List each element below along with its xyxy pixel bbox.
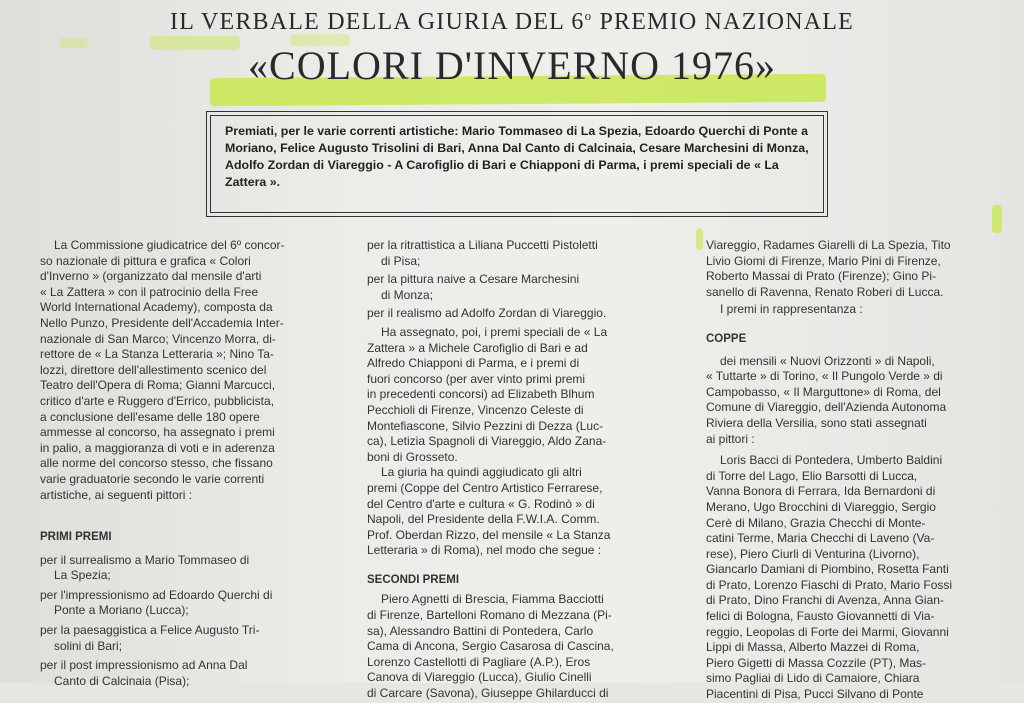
text-line: « Tuttarte » di Torino, « Il Pungolo Verde » di <box>706 369 943 384</box>
text-line: Viareggio, Radames Giarelli di La Spezia, Tito <box>706 238 951 252</box>
text-line: reggio, Leopolas di Forte dei Marmi, Giovanni <box>706 624 949 639</box>
summary-line: Dal Canto di Calcinaia, Cesare Marchesini di Monza, Adolfo Zordan di <box>225 141 809 172</box>
paragraph-pittori-list <box>706 453 1002 703</box>
text-line: di Firenze, Bartelloni Romano di Mezzana (Pi- <box>367 608 612 623</box>
text-line: Pecchioli di Firenze, Vincenzo Celeste di <box>367 402 584 417</box>
article-column-1 <box>40 238 330 689</box>
paragraph-altri-premi <box>367 465 667 559</box>
highlighter-mark <box>992 205 1002 233</box>
text-line: dei mensili « Nuovi Orizzonti » di Napoli, <box>720 353 935 368</box>
paragraph-premi-speciali <box>367 325 667 465</box>
text-line: felici di Bologna, Fausto Giovannetti di Via- <box>706 609 935 624</box>
text-line: fuori concorso (per aver vinto primi premi <box>367 371 586 386</box>
text-line: Merano, Ugo Brocchini di Viareggio, Sergio <box>706 499 936 514</box>
text-line: rese), Piero Ciurli di Venturina (Livorno), <box>706 546 920 561</box>
text-line: alle norme del concorso stesso, che fissano <box>40 456 273 471</box>
text-line: Piacentini di Pisa, Pucci Silvano di Ponte <box>706 687 924 702</box>
text-line: per la paesaggistica a Felice Augusto Tri- <box>40 623 260 638</box>
text-line: lozzi, direttore dell'allestimento scenico del <box>40 362 267 377</box>
text-line: per la ritrattistica a Liliana Puccetti Pistoletti <box>367 238 598 252</box>
text-line: boni di Grosseto. <box>367 449 458 464</box>
text-line: La Commissione giudicatrice del 6º concor- <box>54 238 285 252</box>
paragraph-coppe <box>706 354 1002 448</box>
headline-verbale: IL VERBALE DELLA GIURIA DEL 6$^o$ PREMIO NAZIONALE <box>170 8 854 35</box>
summary-box-text <box>210 115 824 213</box>
text-line: Giancarlo Damiani di Piombino, Rosetta Fanti <box>706 562 949 577</box>
text-line: Livio Giomi di Firenze, Mario Pini di Firenze, <box>706 253 941 268</box>
text-line: World International Academy), composta da <box>40 300 273 315</box>
text-line: sa), Alessandro Battini di Pontedera, Carlo <box>367 623 594 638</box>
headline-colori-d-inverno: «COLORI D'INVERNO 1976» <box>248 43 776 88</box>
text-line: « La Zattera » con il patrocinio della Free <box>40 284 259 299</box>
text-line: La Spezia; <box>54 568 111 583</box>
prize-item <box>40 658 330 689</box>
article-column-2 <box>367 238 667 702</box>
text-line: rettore de « La Stanza Letteraria »; Nino Ta- <box>40 347 274 362</box>
summary-line: « La Zattera ». <box>225 158 779 189</box>
text-line: Lorenzo Castellotti di Pagliare (A.P.), Eros <box>367 654 591 669</box>
text-line: Nello Punzo, Presidente dell'Accademia Inter- <box>40 315 284 330</box>
text-line: Ha assegnato, poi, i premi speciali de « La <box>381 324 608 339</box>
text-line: di Torre del Lago, Elio Barsotti di Lucca, <box>706 468 918 483</box>
text-line: Canto di Calcinaia (Pisa); <box>54 673 190 688</box>
text-line: Piero Agnetti di Brescia, Fiamma Bacciotti <box>381 592 604 607</box>
text-line: per il post impressionismo ad Anna Dal <box>40 658 248 673</box>
text-line: in palio, a maggioranza di voti e in aderenza <box>40 440 275 455</box>
text-line: Piero Gigetti di Massa Cozzile (PT), Mas- <box>706 655 927 670</box>
text-line: Montefiascone, Silvio Pezzini di Dezza (Luc- <box>367 418 604 433</box>
text-line: Napoli, del Presidente della F.W.I.A. Comm. <box>367 512 600 527</box>
text-line: La giuria ha quindi aggiudicato gli altri <box>381 465 582 480</box>
highlighter-mark <box>696 228 703 250</box>
text-line: Cerè di Milano, Grazia Checchi di Monte- <box>706 515 926 530</box>
text-line: Riviera della Versilia, sono stati assegnati <box>706 415 927 430</box>
text-line: Lippi di Massa, Alberto Mazzei di Roma, <box>706 640 920 655</box>
article-column-3 <box>706 238 1002 703</box>
text-line: nazionale di San Marco; Vincenzo Morra, di- <box>40 331 276 346</box>
prize-item <box>367 306 667 322</box>
text-line: Alfredo Chiapponi di Parma, e i premi di <box>367 356 580 371</box>
text-line: Ponte a Moriano (Lucca); <box>54 603 189 618</box>
text-line: ai pittori : <box>706 431 755 446</box>
prize-item <box>40 553 330 584</box>
text-line: Loris Bacci di Pontedera, Umberto Baldini <box>720 453 943 468</box>
text-line: ca), Letizia Spagnoli di Viareggio, Aldo Zana- <box>367 434 607 449</box>
text-line: per il realismo ad Adolfo Zordan di Viareggio. <box>367 306 607 321</box>
text-line: sanello di Ravenna, Renato Roberi di Lucca. <box>706 284 944 299</box>
summary-box <box>206 111 828 217</box>
text-line: d'Inverno » (organizzato dal mensile d'arti <box>40 269 262 284</box>
summary-line: Edoardo Querchi di Ponte a Moriano, Felice Augusto Trisolini di Bari, Anna <box>225 124 808 155</box>
text-line: a conclusione dell'esame delle 180 opere <box>40 409 260 424</box>
text-line: Canova di Viareggio (Lucca), Giulio Cinelli <box>367 670 592 685</box>
text-line: artistiche, ai seguenti pittori : <box>40 487 193 502</box>
text-line: Teatro dell'Opera di Roma; Gianni Marcucci, <box>40 378 276 393</box>
text-line: critico d'arte e Ruggero d'Errico, pubblicista, <box>40 393 275 408</box>
prize-item <box>40 588 330 619</box>
text-line: Comune di Viareggio, dell'Azienda Autonoma <box>706 400 947 415</box>
text-line: varie graduatorie secondo le varie correnti <box>40 471 265 486</box>
section-heading-coppe: COPPE <box>706 332 747 345</box>
paragraph-continued <box>706 238 1002 300</box>
text-line: di Prato, Dino Franchi di Avenza, Anna Gian- <box>706 593 944 608</box>
text-line: solini di Bari; <box>54 638 123 653</box>
text-line: del Centro d'arte e cultura « G. Rodinò » di <box>367 496 595 511</box>
text-line: so nazionale di pittura e grafica « Colori <box>40 253 251 268</box>
text-line: in precedenti concorsi) ad Elizabeth Blhum <box>367 387 595 402</box>
section-heading-secondi-premi: SECONDI PREMI <box>367 573 460 586</box>
intro-paragraph <box>40 238 330 503</box>
text-line: per il surrealismo a Mario Tommaseo di <box>40 552 250 567</box>
text-line: Cama di Ancona, Sergio Casarosa di Cascina, <box>367 639 614 654</box>
prize-item <box>367 238 667 269</box>
text-line: I premi in rappresentanza : <box>720 302 863 317</box>
text-line: di Prato, Lorenzo Fiaschi di Prato, Mario Fossi <box>706 577 953 592</box>
prize-item <box>367 272 667 303</box>
text-line: per la pittura naive a Cesare Marchesini <box>367 272 580 287</box>
section-heading-primi-premi: PRIMI PREMI <box>40 531 112 544</box>
text-line: di Carcare (Savona), Giuseppe Ghilarducci di <box>367 686 609 701</box>
text-line: per l'impressionismo ad Edoardo Querchi di <box>40 587 273 602</box>
paragraph-secondi-premi <box>367 592 667 701</box>
text-line: Campobasso, « Il Marguttone» di Roma, del <box>706 384 941 399</box>
text-line: simo Pagliai di Lido di Camaiore, Chiara <box>706 671 920 686</box>
text-line: catini Terme, Maria Checchi di Laveno (Va- <box>706 531 935 546</box>
prize-item <box>40 623 330 654</box>
text-line: Vanna Bonora di Ferrara, Ida Bernardoni di <box>706 484 936 499</box>
text-line: Letteraria » di Roma), nel modo che segue : <box>367 543 602 558</box>
summary-line: Viareggio - A Carofiglio di Bari e Chiapponi di Parma, i premi speciali de <box>327 158 751 172</box>
text-line: Zattera » a Michele Carofiglio di Bari e ad <box>367 340 588 355</box>
text-line: Prof. Oberdan Rizzo, del mensile « La Stanza <box>367 527 611 542</box>
text-line: di Monza; <box>381 287 434 302</box>
text-line: premi (Coppe del Centro Artistico Ferrarese, <box>367 480 603 495</box>
text-line: Roberto Massai di Prato (Firenze); Gino Pi- <box>706 269 937 284</box>
summary-line: Premiati, per le varie correnti artistiche: Mario Tommaseo di La Spezia, <box>225 124 642 138</box>
text-line: di Pisa; <box>381 253 421 268</box>
text-line: ammesse al concorso, ha assegnato i premi <box>40 425 275 440</box>
